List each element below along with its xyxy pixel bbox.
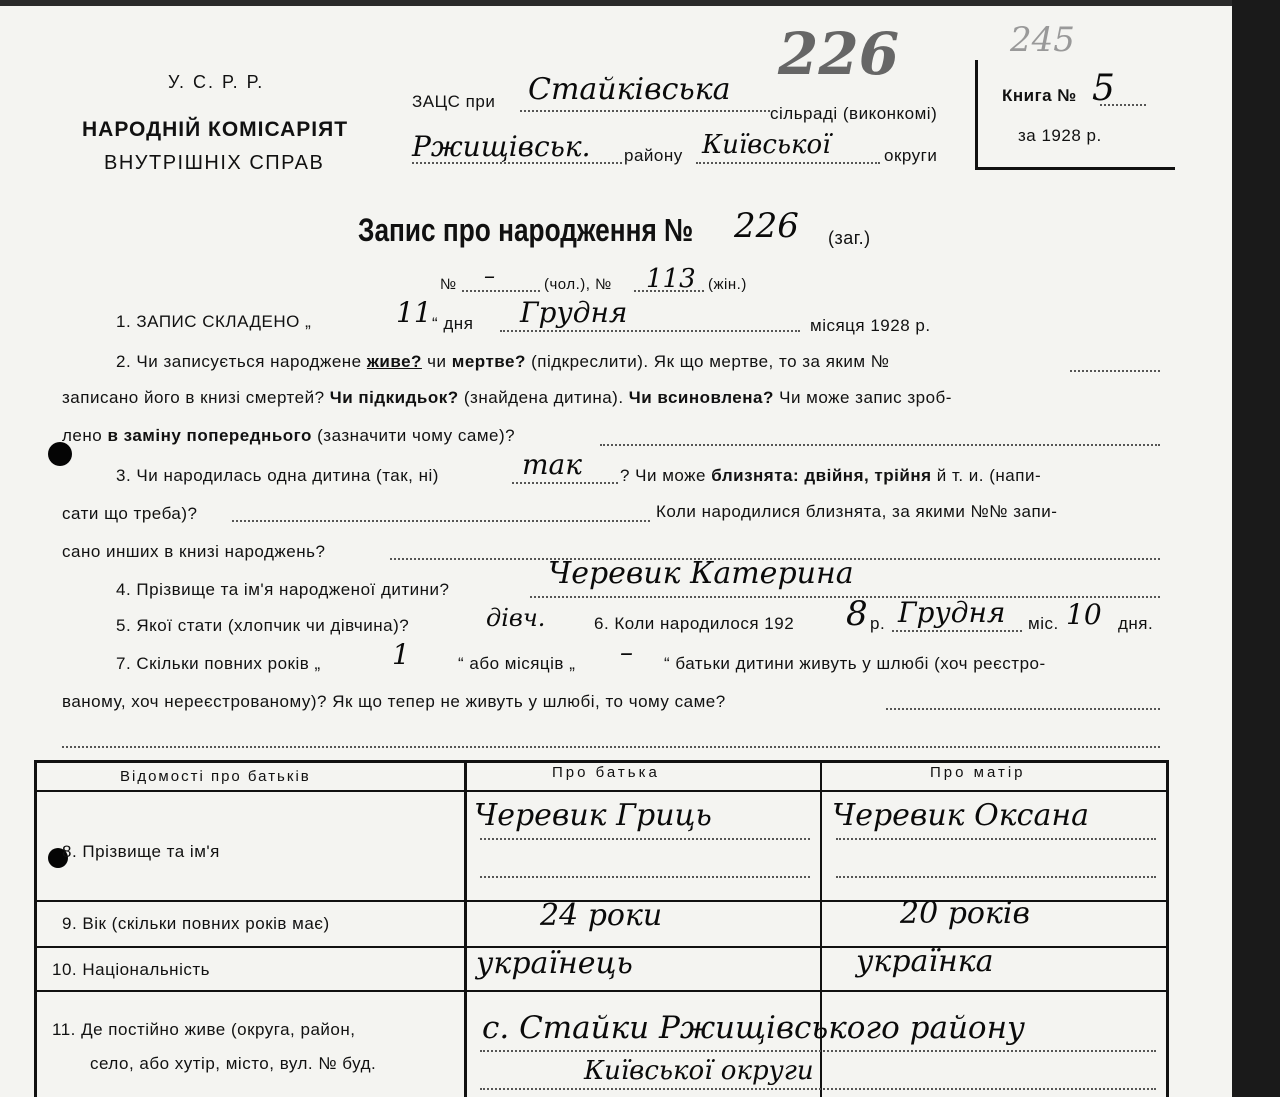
item2-adopted: Чи всиновлена?: [628, 388, 774, 407]
item3-twins: близнята: двійня, трійня: [711, 466, 932, 485]
table-header-mother: Про матір: [930, 764, 1026, 781]
item2-line3: [62, 426, 515, 446]
row9-label: 9. Вік (скільки повних років має): [62, 914, 330, 933]
female-number-label: (жін.): [708, 276, 747, 293]
item1-prefix: 1. ЗАПИС СКЛАДЕНО „: [116, 312, 312, 331]
item2-line3-fill: [600, 444, 1160, 446]
zags-label: ЗАЦС при: [412, 92, 496, 111]
row11-father-handwritten: с. Стайки Ржищівського району: [482, 1010, 1025, 1046]
row10-mother-handwritten: українка: [856, 944, 994, 979]
state-label: У. С. Р. Р.: [168, 72, 265, 92]
item7-line3-fill: [62, 746, 1160, 748]
item6-r: р.: [870, 614, 886, 633]
table-divider-2: [820, 760, 822, 1097]
row10-father-handwritten: українець: [476, 946, 633, 981]
row8-father-line: [480, 838, 810, 840]
row11-label-line2: село, або хутір, місто, вул. № буд.: [90, 1054, 377, 1073]
item2-line2c: Чи може запис зроб-: [779, 388, 952, 407]
female-number-underline: [634, 290, 704, 292]
item1-day-handwritten: 11: [396, 296, 432, 329]
okruha-handwritten: Київської: [702, 130, 831, 160]
row9-father-handwritten: 24 роки: [540, 898, 663, 933]
row8-mother-line2: [836, 876, 1156, 878]
title-suffix: (заг.): [828, 228, 871, 248]
table-header-father: Про батька: [552, 764, 660, 781]
item2-line1a: 2. Чи записується народжене: [116, 352, 362, 371]
table-right-border: [1166, 760, 1169, 1097]
table-header-info: Відомості про батьків: [120, 768, 311, 785]
item6-year-handwritten: 8: [846, 594, 868, 634]
item3-line1a: 3. Чи народилась одна дитина (так, ні): [116, 466, 439, 485]
item6-day-handwritten: 10: [1066, 598, 1102, 631]
item2-line1c: (підкреслити). Як що мертве, то за яким №: [531, 352, 890, 371]
row8-mother-line: [836, 838, 1156, 840]
row11-line: [480, 1050, 1156, 1052]
department-label: ВНУТРІШНІХ СПРАВ: [104, 152, 325, 174]
council-handwritten: Стайківська: [528, 72, 731, 107]
item3-line1b: ? Чи може: [620, 466, 707, 485]
book-box-left-border: [975, 60, 978, 170]
item7-line1b: “ або місяців „: [458, 654, 576, 673]
book-number-underline: [1100, 104, 1146, 106]
row8-father-handwritten: Черевик Гриць: [474, 798, 712, 833]
row10-label: 10. Національність: [52, 960, 210, 979]
book-box-bottom-border: [975, 167, 1175, 170]
okruha-label: округи: [884, 146, 938, 165]
male-number-handwritten: –: [484, 264, 495, 289]
table-divider-1: [464, 760, 467, 1097]
row9-mother-handwritten: 20 років: [900, 896, 1030, 931]
table-row-border: [34, 990, 1168, 992]
male-number-label: (чол.), №: [544, 276, 612, 293]
item6-label: 6. Коли народилося 192: [594, 614, 795, 633]
council-suffix: сільраді (виконкомі): [770, 104, 938, 123]
item7-months-handwritten: –: [620, 638, 633, 668]
item2-line2a: записано його в книзі смертей?: [62, 388, 325, 407]
item2-replace: в заміну попереднього: [107, 426, 312, 445]
book-year: за 1928 р.: [1018, 126, 1102, 145]
item1-mid: “ дня: [432, 314, 474, 333]
item6-mis: міс.: [1028, 614, 1059, 633]
item6-month-underline: [892, 630, 1022, 632]
item6-dnia: дня.: [1118, 614, 1154, 633]
item5-label: 5. Якої стати (хлопчик чи дівчина)?: [116, 616, 410, 635]
item2-line2b: (знайдена дитина).: [463, 388, 624, 407]
council-underline: [520, 110, 770, 112]
district-label: району: [624, 146, 683, 165]
book-number-handwritten: 5: [1092, 68, 1115, 109]
item2-foundling: Чи підкидьок?: [329, 388, 459, 407]
table-left-border: [34, 760, 37, 1097]
book-label: Книга №: [1002, 86, 1077, 105]
table-top-border: [34, 760, 1168, 763]
item4-label: 4. Прізвище та ім'я народженої дитини?: [116, 580, 450, 599]
row11-line2: [480, 1088, 1156, 1090]
item5-sex-handwritten: дівч.: [486, 604, 546, 632]
item2-death-number-line: [1070, 370, 1160, 372]
district-handwritten: Ржищівськ.: [412, 130, 591, 163]
district-underline: [412, 162, 622, 164]
male-number-underline: [462, 290, 540, 292]
item2-line2: [62, 388, 952, 408]
item7-line1c: “ батьки дитини живуть у шлюбі (хоч реєстро-: [664, 654, 1046, 673]
item7-years-handwritten: 1: [392, 638, 410, 671]
stamp-number-handwritten: 226: [778, 20, 900, 88]
female-number-handwritten: 113: [646, 264, 696, 294]
scan-edge-top: [0, 0, 1280, 6]
scan-edge-right: [1232, 0, 1280, 1097]
item6-month-handwritten: Грудня: [898, 596, 1006, 629]
page-title: Запис про народження №: [358, 212, 694, 248]
row8-label: 8. Прізвище та ім'я: [62, 842, 220, 861]
male-number-label-prefix: №: [440, 276, 457, 293]
item7-line2-fill: [886, 708, 1160, 710]
item7-line2: ваному, хоч нереєстрованому)? Як що тепер не живуть у шлюбі, то чому саме?: [62, 692, 726, 711]
item3-line2a: сати що треба)?: [62, 504, 198, 523]
item1-month-handwritten: Грудня: [520, 296, 628, 329]
item4-child-name-handwritten: Черевик Катерина: [548, 556, 854, 591]
item3-line1-rest: [620, 466, 1041, 486]
row11-father-handwritten-line2: Київської округи: [584, 1056, 814, 1086]
ministry-label: НАРОДНІЙ КОМІСАРІЯТ: [82, 118, 349, 141]
record-number-handwritten: 226: [734, 206, 799, 246]
item3-line3: сано инших в книзі народжень?: [62, 542, 326, 561]
row8-father-line2: [480, 876, 810, 878]
item1-suffix: місяця 1928 р.: [810, 316, 931, 335]
item2-line3b: (зазначити чому саме)?: [317, 426, 516, 445]
table-header-border: [34, 790, 1168, 792]
row11-label-line1: 11. Де постійно живе (округа, район,: [52, 1020, 356, 1039]
pencil-number-handwritten: 245: [1010, 20, 1075, 60]
item3-answer-handwritten: так: [522, 448, 582, 481]
item2-line3a: лено: [62, 426, 103, 445]
item2-line1: [116, 352, 890, 372]
item7-line1a: 7. Скільки повних років „: [116, 654, 321, 673]
item1-month-underline: [500, 330, 800, 332]
item2-alive: живе?: [366, 352, 422, 371]
okruha-underline: [696, 162, 880, 164]
item3-line1c: й т. и. (напи-: [936, 466, 1042, 485]
item2-line1b: чи: [427, 352, 447, 371]
item3-line2-fill: [232, 520, 650, 522]
item2-dead: мертве?: [451, 352, 526, 371]
item3-line2b: Коли народилися близнята, за якими №№ запи-: [656, 502, 1058, 521]
row8-mother-handwritten: Черевик Оксана: [832, 798, 1089, 833]
item3-answer-underline: [512, 482, 618, 484]
